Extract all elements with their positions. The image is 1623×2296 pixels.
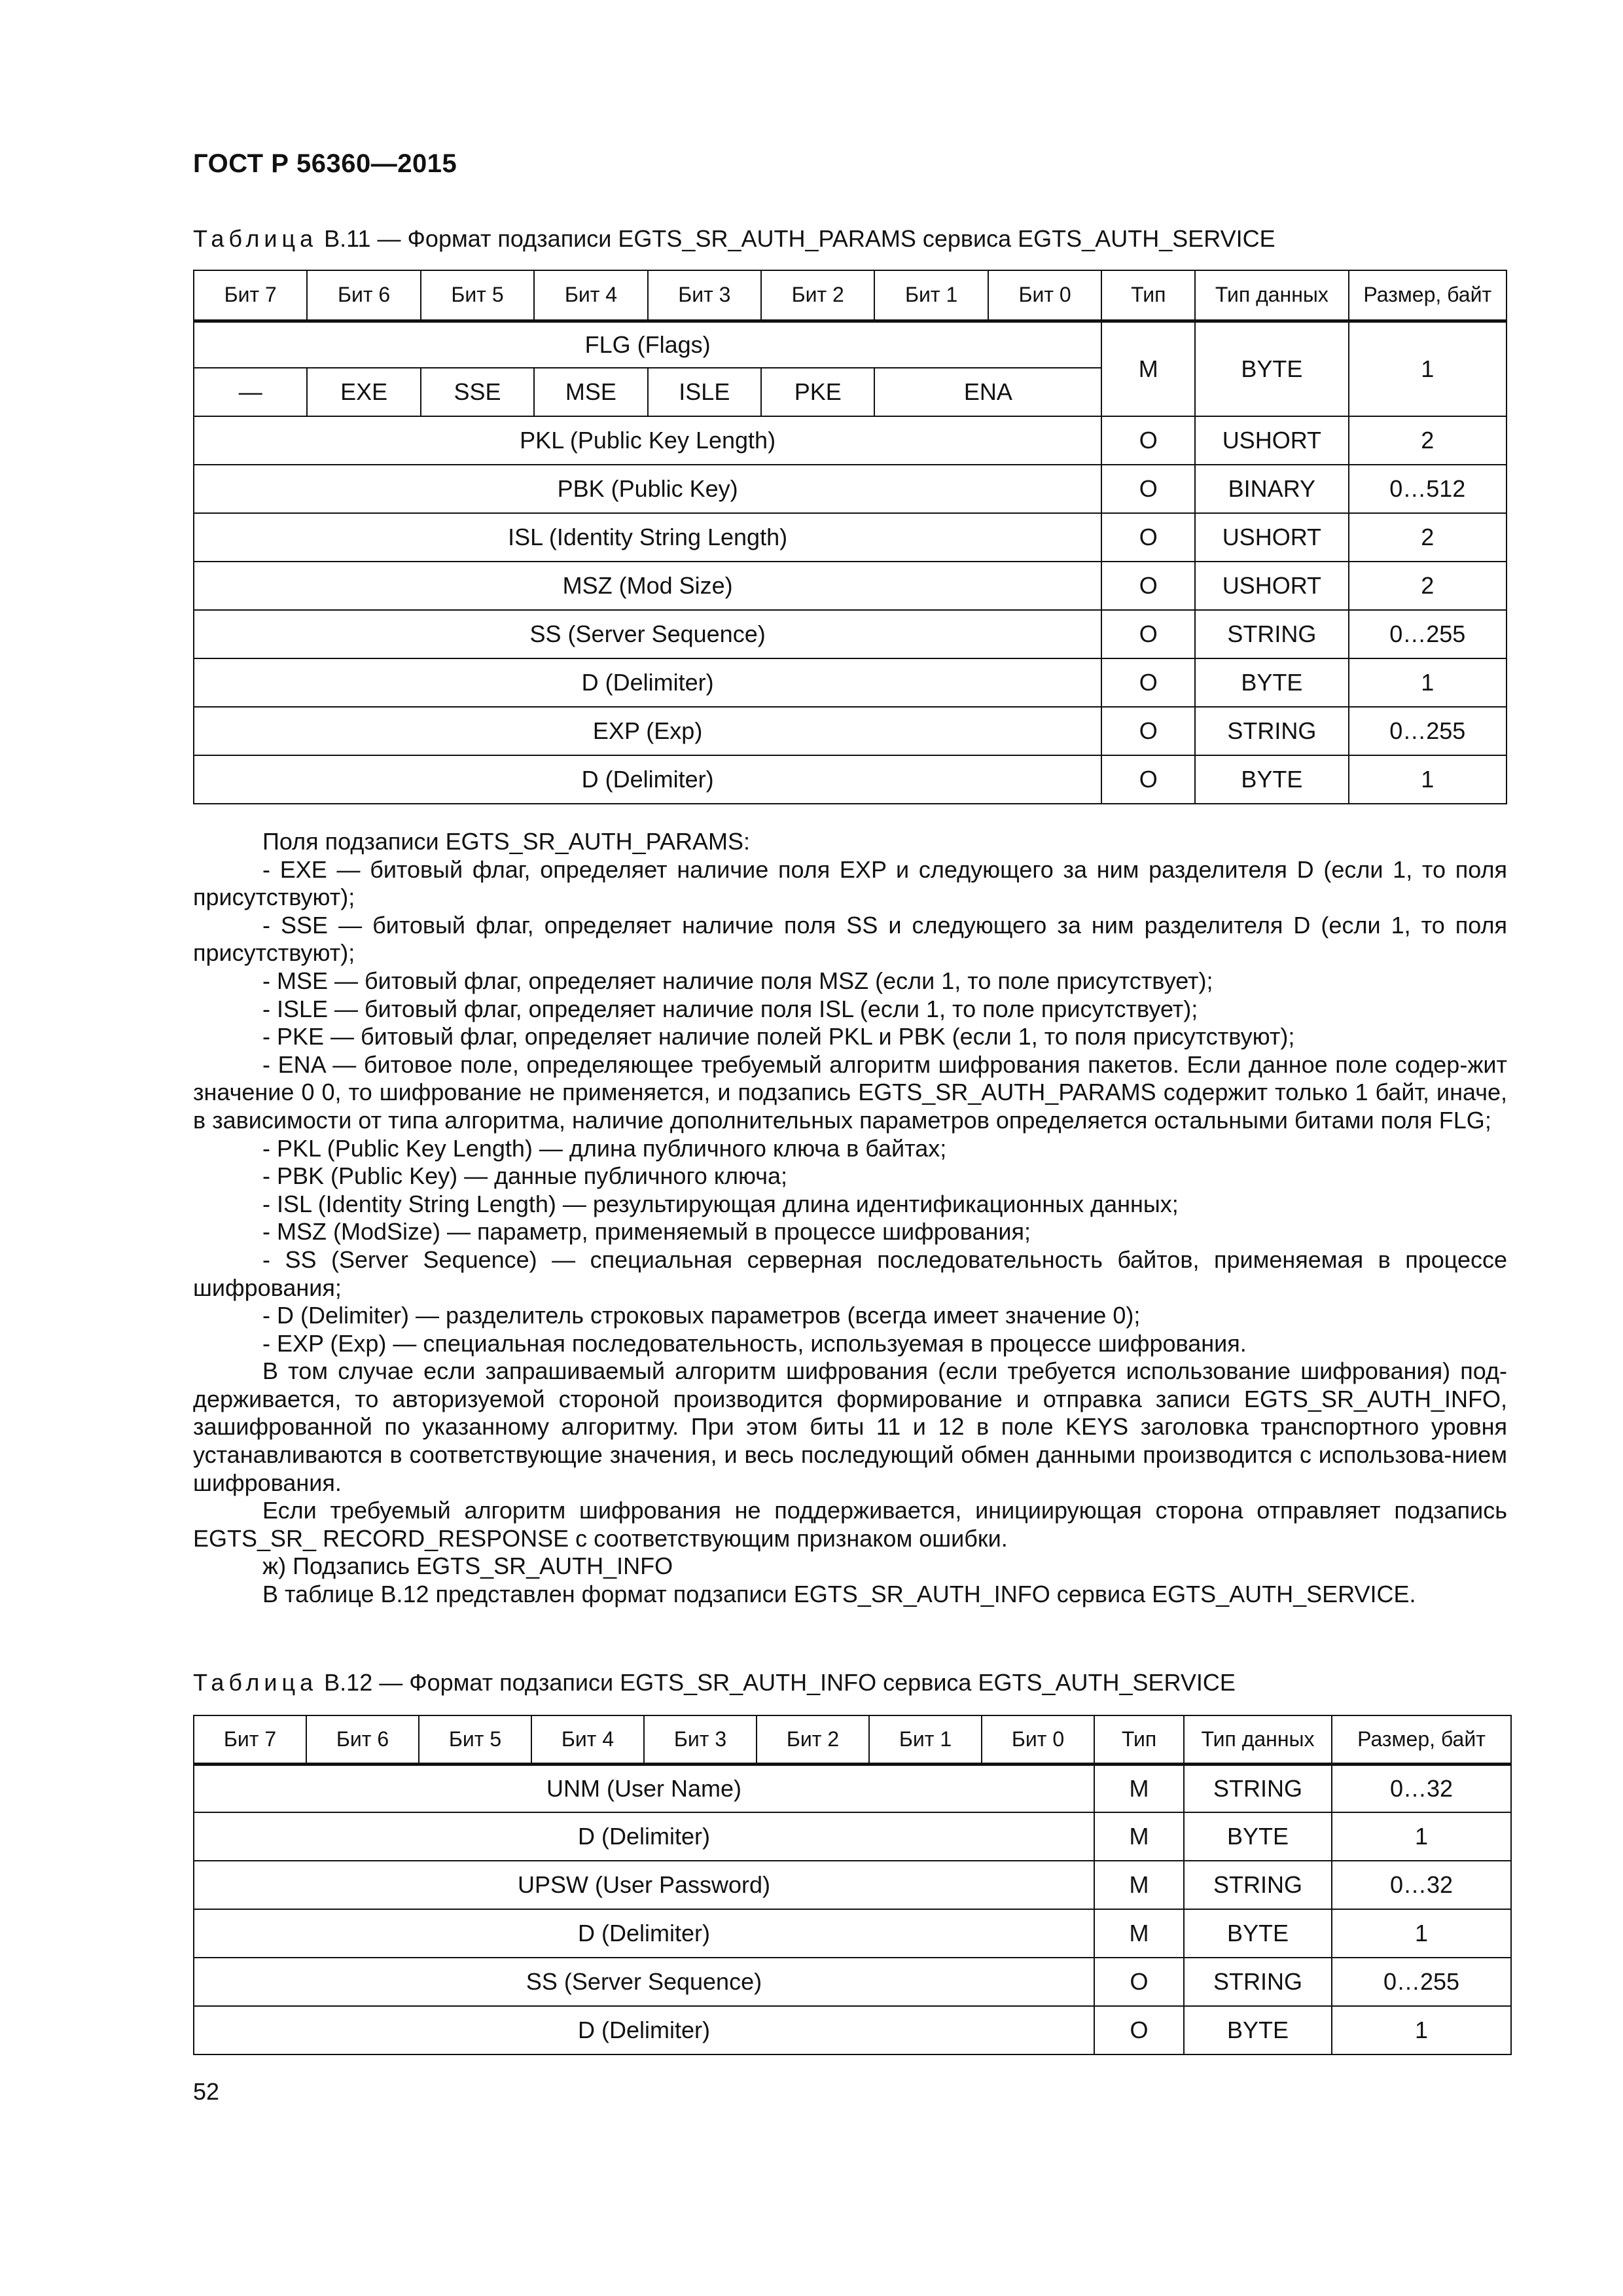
header-cell: Бит 1 [869, 1715, 982, 1764]
size-cell: 2 [1349, 562, 1507, 610]
datatype-cell: STRING [1195, 707, 1348, 755]
flag-bit-cell: MSE [534, 368, 647, 416]
table-row [194, 610, 1507, 658]
table-row [194, 1909, 1511, 1958]
flags-label-cell: FLG (Flags) [194, 321, 1101, 368]
datatype-cell: BYTE [1195, 658, 1348, 707]
paragraph: - ISL (Identity String Length) — результирующая длина идентификационных данных; [262, 1190, 1179, 1217]
field-cell: D (Delimiter) [194, 755, 1101, 804]
header-cell: Бит 3 [648, 270, 761, 321]
paragraph: В таблице В.12 представлен формат подзаписи EGTS_SR_AUTH_INFO сервиса EGTS_AUTH_SERVICE. [262, 1581, 1416, 1608]
size-cell: 0…255 [1349, 610, 1507, 658]
field-cell: UPSW (User Password) [194, 1861, 1094, 1909]
paragraph: - ISLE — битовый флаг, определяет наличие поля ISL (если 1, то поле присутствует); [262, 995, 1198, 1022]
header-cell: Бит 5 [421, 270, 534, 321]
header-cell: Тип [1094, 1715, 1184, 1764]
flag-bit-cell: ISLE [648, 368, 761, 416]
table-row [194, 2006, 1511, 2054]
header-cell: Бит 6 [306, 1715, 419, 1764]
table-row [194, 1958, 1511, 2006]
table-b12 [193, 1715, 1512, 2055]
field-cell: D (Delimiter) [194, 1909, 1094, 1958]
type-cell: O [1101, 707, 1195, 755]
table-row [194, 513, 1507, 562]
table-caption-b12 [193, 1669, 1236, 1696]
field-cell: SS (Server Sequence) [194, 610, 1101, 658]
caption-text: В.11 — Формат подзаписи EGTS_SR_AUTH_PARAMS сервиса EGTS_AUTH_SERVICE [317, 225, 1275, 252]
datatype-cell: BYTE [1184, 1909, 1332, 1958]
table-row [194, 416, 1507, 465]
size-cell: 0…32 [1332, 1764, 1511, 1812]
size-cell: 1 [1349, 658, 1507, 707]
size-cell: 2 [1349, 513, 1507, 562]
type-cell: O [1094, 2006, 1184, 2054]
paragraph: В том случае если запрашиваемый алгоритм шифрования (если требуется использование шифрования) под-держивается, то авторизуемой стороной производится формирование и отправка записи EGTS_SR_AUTH_INFO, зашифрованной по указанному алгоритму. При этом биты 11 и 12 в поле KEYS заголовка транспортного уровня устанавливаются в соответствующие значения, и весь последующий обмен данными производится с использова-нием шифрования. [193, 1357, 1507, 1496]
datatype-cell: STRING [1195, 610, 1348, 658]
paragraph: - PBK (Public Key) — данные публичного ключа; [262, 1162, 787, 1190]
size-cell: 0…512 [1349, 465, 1507, 513]
datatype-cell: USHORT [1195, 513, 1348, 562]
datatype-cell: BYTE [1195, 321, 1348, 416]
field-cell: MSZ (Mod Size) [194, 562, 1101, 610]
size-cell: 2 [1349, 416, 1507, 465]
body-text [193, 828, 1507, 1609]
header-cell: Бит 6 [307, 270, 420, 321]
paragraph: - EXE — битовый флаг, определяет наличие поля EXP и следующего за ним разделителя D (если 1, то поля присутствуют); [193, 855, 1507, 911]
header-cell: Бит 0 [982, 1715, 1094, 1764]
type-cell: O [1101, 465, 1195, 513]
type-cell: O [1101, 416, 1195, 465]
type-cell: O [1101, 610, 1195, 658]
datatype-cell: BYTE [1195, 755, 1348, 804]
header-cell: Тип данных [1184, 1715, 1332, 1764]
table-row [194, 1812, 1511, 1861]
caption-text: В.12 — Формат подзаписи EGTS_SR_AUTH_INFO сервиса EGTS_AUTH_SERVICE [317, 1669, 1236, 1696]
header-cell: Бит 0 [988, 270, 1101, 321]
flag-bit-cell: ENA [874, 368, 1101, 416]
datatype-cell: STRING [1184, 1764, 1332, 1812]
page-number: 52 [193, 2078, 220, 2105]
type-cell: M [1094, 1909, 1184, 1958]
datatype-cell: BYTE [1184, 2006, 1332, 2054]
field-cell: PKL (Public Key Length) [194, 416, 1101, 465]
header-cell: Тип [1101, 270, 1195, 321]
header-cell: Бит 4 [534, 270, 647, 321]
field-cell: UNM (User Name) [194, 1764, 1094, 1812]
field-cell: D (Delimiter) [194, 1812, 1094, 1861]
header-cell: Размер, байт [1332, 1715, 1511, 1764]
header-cell: Бит 1 [874, 270, 988, 321]
paragraph: - PKL (Public Key Length) — длина публичного ключа в байтах; [262, 1134, 947, 1162]
paragraph: - SSE — битовый флаг, определяет наличие поля SS и следующего за ним разделителя D (если 1, то поля присутствуют); [193, 911, 1507, 967]
caption-prefix: Таблица [193, 225, 318, 252]
type-cell: O [1101, 755, 1195, 804]
paragraph: - PKE — битовый флаг, определяет наличие полей PKL и PBK (если 1, то поля присутствуют); [262, 1023, 1295, 1050]
type-cell: M [1094, 1861, 1184, 1909]
flag-bit-cell: PKE [761, 368, 874, 416]
field-cell: D (Delimiter) [194, 2006, 1094, 2054]
size-cell: 0…255 [1349, 707, 1507, 755]
header-cell: Размер, байт [1349, 270, 1507, 321]
header-cell: Бит 5 [419, 1715, 531, 1764]
flag-bit-cell: SSE [421, 368, 534, 416]
table-row [194, 1861, 1511, 1909]
type-cell: O [1101, 562, 1195, 610]
type-cell: M [1101, 321, 1195, 416]
table-caption-b11 [193, 225, 1275, 253]
table-row [194, 1764, 1511, 1812]
size-cell: 1 [1332, 1909, 1511, 1958]
paragraph: - SS (Server Sequence) — специальная серверная последовательность байтов, применяемая в процессе шифрования; [193, 1246, 1507, 1301]
type-cell: O [1101, 658, 1195, 707]
table-row [194, 658, 1507, 707]
type-cell: O [1094, 1958, 1184, 2006]
header-cell: Бит 7 [194, 1715, 306, 1764]
datatype-cell: USHORT [1195, 562, 1348, 610]
header-cell: Тип данных [1195, 270, 1348, 321]
page-header: ГОСТ Р 56360—2015 [193, 149, 457, 178]
type-cell: M [1094, 1764, 1184, 1812]
paragraph: - ENA — битовое поле, определяющее требуемый алгоритм шифрования пакетов. Если данное поле содер-жит значение 0 0, то шифрование не применяется, и подзапись EGTS_SR_AUTH_PARAMS содержит только 1 байт, иначе, в зависимости от типа алгоритма, наличие дополнительных параметров определяется остальными битами поля FLG; [193, 1050, 1507, 1134]
size-cell: 1 [1349, 755, 1507, 804]
field-cell: PBK (Public Key) [194, 465, 1101, 513]
field-cell: D (Delimiter) [194, 658, 1101, 707]
paragraph: ж) Подзапись EGTS_SR_AUTH_INFO [262, 1552, 673, 1580]
table-b11 [193, 270, 1507, 804]
paragraph: - MSZ (ModSize) — параметр, применяемый в процессе шифрования; [262, 1218, 1031, 1246]
type-cell: O [1101, 513, 1195, 562]
size-cell: 1 [1349, 321, 1507, 416]
table-header-row [194, 270, 1507, 321]
paragraph: Если требуемый алгоритм шифрования не поддерживается, инициирующая сторона отправляет подзапись EGTS_SR_ RECORD_RESPONSE с соответствующим признаком ошибки. [193, 1497, 1507, 1552]
header-cell: Бит 2 [761, 270, 874, 321]
datatype-cell: BINARY [1195, 465, 1348, 513]
header-cell: Бит 2 [757, 1715, 869, 1764]
table-row [194, 755, 1507, 804]
table-row [194, 707, 1507, 755]
caption-prefix: Таблица [193, 1669, 318, 1696]
type-cell: M [1094, 1812, 1184, 1861]
paragraph: Поля подзаписи EGTS_SR_AUTH_PARAMS: [262, 828, 751, 855]
header-cell: Бит 3 [644, 1715, 757, 1764]
size-cell: 1 [1332, 2006, 1511, 2054]
flag-bit-cell: — [194, 368, 307, 416]
size-cell: 0…32 [1332, 1861, 1511, 1909]
datatype-cell: STRING [1184, 1958, 1332, 2006]
field-cell: ISL (Identity String Length) [194, 513, 1101, 562]
paragraph: - EXP (Exp) — специальная последовательность, используемая в процессе шифрования. [262, 1329, 1247, 1357]
size-cell: 1 [1332, 1812, 1511, 1861]
datatype-cell: USHORT [1195, 416, 1348, 465]
datatype-cell: STRING [1184, 1861, 1332, 1909]
datatype-cell: BYTE [1184, 1812, 1332, 1861]
paragraph: - D (Delimiter) — разделитель строковых параметров (всегда имеет значение 0); [262, 1302, 1141, 1329]
field-cell: EXP (Exp) [194, 707, 1101, 755]
table-row [194, 465, 1507, 513]
table-row-flags [194, 321, 1507, 368]
header-cell: Бит 4 [531, 1715, 644, 1764]
size-cell: 0…255 [1332, 1958, 1511, 2006]
table-header-row [194, 1715, 1511, 1764]
field-cell: SS (Server Sequence) [194, 1958, 1094, 2006]
header-cell: Бит 7 [194, 270, 307, 321]
paragraph: - MSE — битовый флаг, определяет наличие поля MSZ (если 1, то поле присутствует); [262, 967, 1213, 994]
table-row [194, 562, 1507, 610]
flag-bit-cell: EXE [307, 368, 420, 416]
